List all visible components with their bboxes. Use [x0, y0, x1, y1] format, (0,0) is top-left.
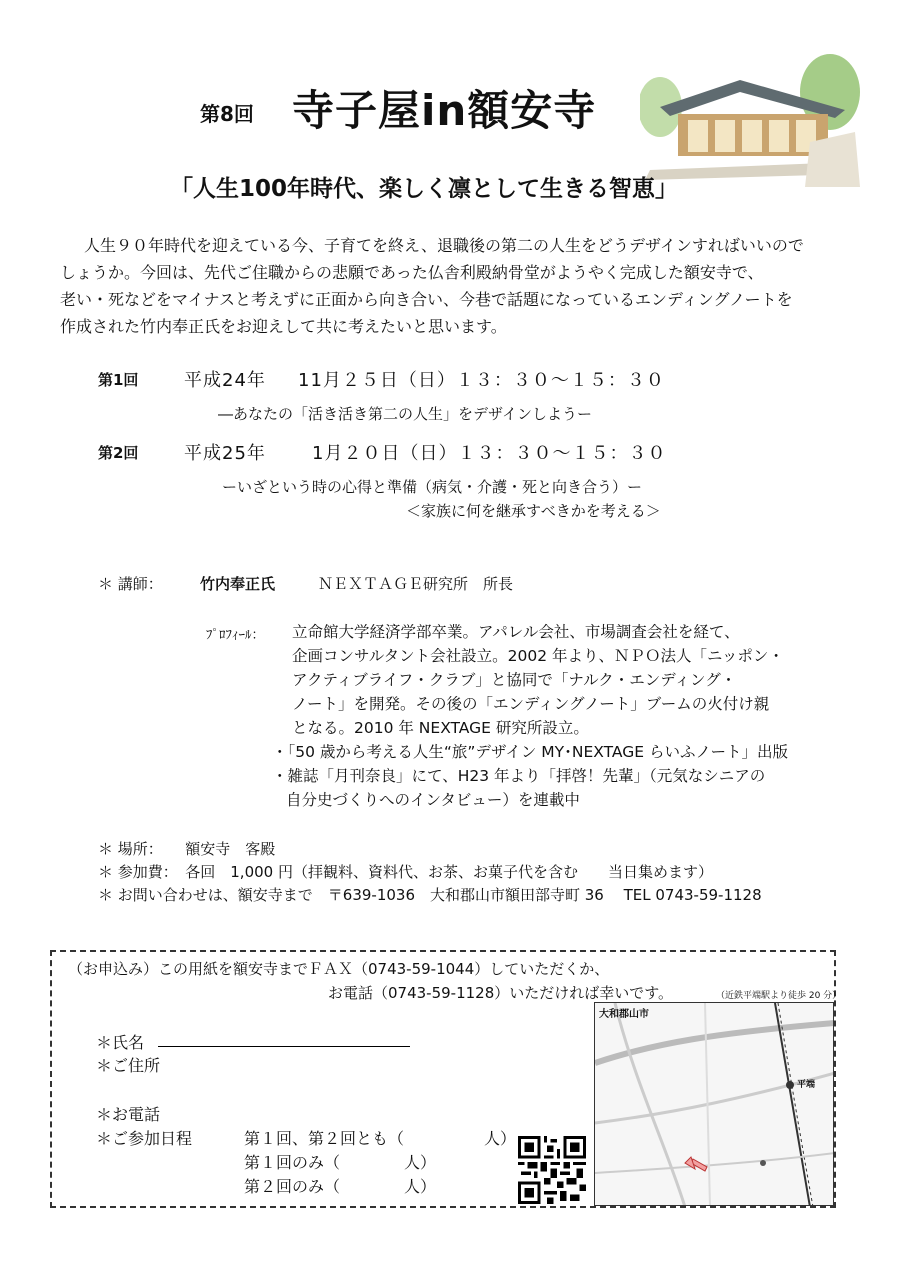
profile-line: アクティブライフ・クラブ」と協同で「ナルク・エンディング・	[292, 671, 737, 689]
session-2-theme: ーいざという時の心得と準備（病気・介護・死と向き合う）ー	[222, 478, 643, 496]
intro-line: 作成された竹内奉正氏をお迎えして共に考えたいと思います。	[60, 317, 507, 336]
option-second[interactable]: 第２回のみ（ 人）	[244, 1177, 437, 1196]
map-drawing	[595, 1003, 834, 1206]
temple-illustration	[640, 52, 860, 187]
session-2-date: 1月２０日（日）１３：３０～１５：３０	[312, 443, 667, 464]
event-number: 第8回	[200, 102, 254, 126]
map-city-label: 大和郡山市	[599, 1009, 649, 1020]
date-label: ＊ご参加日程	[96, 1129, 193, 1148]
profile-line: となる。2010 年 NEXTAGE 研究所設立。	[292, 719, 589, 737]
profile-bullets	[272, 740, 788, 812]
form-instruction-1: （お申込み）この用紙を額安寺までＦＡＸ（0743-59-1044）していただくか、	[68, 960, 610, 978]
profile-bullet-cont: 自分史づくりへのインタビュー）を連載中	[286, 791, 580, 809]
subtitle: 「人生100年時代、楽しく凛として生きる智恵」	[170, 176, 679, 202]
profile-text	[292, 620, 784, 740]
profile-bullet: ・「50 歳から考える人生“旅”デザイン MY･NEXTAGE らいふノート」出版	[272, 743, 788, 761]
session-2-subtheme: ＜家族に何を継承すべきかを考える＞	[406, 502, 661, 520]
access-map	[594, 1002, 834, 1206]
intro-line: しょうか。今回は、先代ご住職からの悲願であった仏舎利殿納骨堂がようやく完成した額安寺で、	[60, 263, 764, 282]
event-title: 寺子屋in額安寺	[292, 86, 597, 135]
qr-code	[518, 1136, 586, 1204]
session-1-era: 平成24年	[184, 370, 266, 391]
phone-label: ＊お電話	[96, 1105, 161, 1124]
option-first[interactable]: 第１回のみ（ 人）	[244, 1153, 437, 1172]
fee-info: ＊ 参加費： 各回 1,000 円（拝観料、資料代、お茶、お菓子代を含む 当日集めます）	[98, 863, 713, 881]
session-2-era: 平成25年	[184, 443, 266, 464]
map-station-label: 平端	[797, 1080, 816, 1090]
profile-line: 立命館大学経済学部卒業。アパレル会社、市場調査会社を経て、	[292, 623, 740, 641]
intro-paragraph	[60, 232, 850, 340]
lecturer-name: 竹内奉正氏	[200, 575, 276, 593]
session-1-number: 第1回	[98, 371, 139, 389]
profile-bullet: ・雑誌「月刊奈良」にて、H23 年より「拝啓！先輩」（元気なシニアの	[272, 767, 766, 785]
profile-line: ノート」を開発。その後の「エンディングノート」ブームの火付け親	[292, 695, 770, 713]
name-label: ＊氏名	[96, 1033, 145, 1052]
lecturer-org: ＮＥＸＴＡＧＥ研究所 所長	[318, 575, 514, 593]
profile-line: 企画コンサルタント会社設立。2002 年より、ＮＰＯ法人「ニッポン・	[292, 647, 784, 665]
lecturer-label: ＊ 講師：	[98, 575, 163, 593]
intro-line: 老い・死などをマイナスと考えずに正面から向き合い、今巷で話題になっているエンディングノートを	[60, 290, 793, 309]
map-note: （近鉄平端駅より徒歩 20 分）	[716, 991, 842, 1001]
name-field[interactable]	[158, 1046, 410, 1047]
place-info: ＊ 場所： 額安寺 客殿	[98, 840, 276, 858]
intro-line: 人生９０年時代を迎えている今、子育てを終え、退職後の第二の人生をどうデザインすればいいので	[84, 236, 804, 255]
form-instruction-2: お電話（0743-59-1128）いただければ幸いです。	[328, 984, 674, 1002]
address-label: ＊ご住所	[96, 1056, 161, 1075]
option-both[interactable]: 第１回、第２回とも（ 人）	[244, 1129, 517, 1148]
contact-info: ＊ お問い合わせは、額安寺まで 〒639-1036 大和郡山市額田部寺町 36 TEL 0743-59-1128	[98, 886, 762, 904]
session-2-number: 第2回	[98, 444, 139, 462]
session-1-date: 11月２５日（日）１３：３０～１５：３０	[298, 370, 665, 391]
profile-label: ﾌﾟﾛﾌｨｰﾙ：	[206, 628, 265, 643]
session-1-theme: ―あなたの「活き活き第二の人生」をデザインしようー	[218, 405, 592, 423]
